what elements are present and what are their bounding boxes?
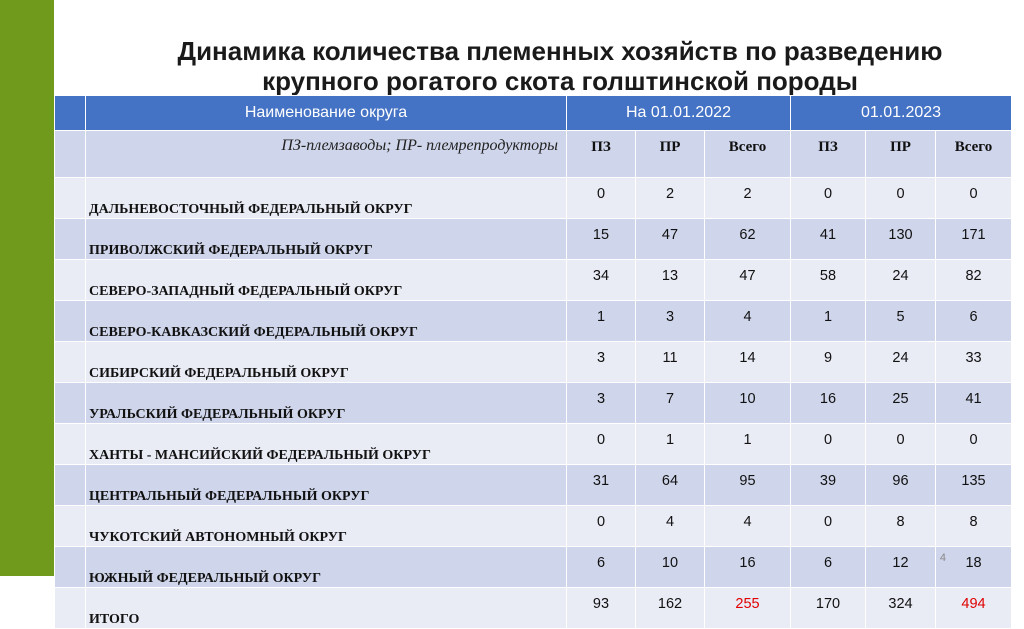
value-cell: 6 bbox=[567, 547, 636, 588]
value-cell: 11 bbox=[636, 342, 705, 383]
value-cell: 18 bbox=[936, 547, 1012, 588]
table-row bbox=[55, 301, 1012, 342]
row-lead-cell bbox=[55, 588, 86, 629]
value-cell: 0 bbox=[567, 424, 636, 465]
row-lead-cell bbox=[55, 383, 86, 424]
header-district-name: Наименование округа bbox=[86, 96, 567, 131]
table-row bbox=[55, 178, 1012, 219]
value-cell: 12 bbox=[866, 547, 936, 588]
value-cell: 15 bbox=[567, 219, 636, 260]
subhead-pr-2023: ПР bbox=[866, 131, 936, 178]
value-cell: 47 bbox=[705, 260, 791, 301]
value-cell: 24 bbox=[866, 260, 936, 301]
district-name: ДАЛЬНЕВОСТОЧНЫЙ ФЕДЕРАЛЬНЫЙ ОКРУГ bbox=[86, 178, 567, 219]
value-cell: 0 bbox=[567, 178, 636, 219]
breeding-farms-table bbox=[54, 95, 1012, 629]
value-cell: 0 bbox=[791, 178, 866, 219]
value-cell: 7 bbox=[636, 383, 705, 424]
value-cell: 0 bbox=[866, 424, 936, 465]
subhead-pz-2023: ПЗ bbox=[791, 131, 866, 178]
value-cell: 324 bbox=[866, 588, 936, 629]
value-cell: 170 bbox=[791, 588, 866, 629]
value-cell: 25 bbox=[866, 383, 936, 424]
subheader-row bbox=[55, 131, 1012, 178]
district-name: ЧУКОТСКИЙ АВТОНОМНЫЙ ОКРУГ bbox=[86, 506, 567, 547]
table-row bbox=[55, 383, 1012, 424]
value-cell: 9 bbox=[791, 342, 866, 383]
value-cell: 1 bbox=[791, 301, 866, 342]
value-cell: 135 bbox=[936, 465, 1012, 506]
table-row bbox=[55, 342, 1012, 383]
value-cell: 3 bbox=[567, 383, 636, 424]
row-lead-cell bbox=[55, 547, 86, 588]
value-cell: 5 bbox=[866, 301, 936, 342]
header-period-2023: 01.01.2023 bbox=[791, 96, 1012, 131]
value-cell: 41 bbox=[936, 383, 1012, 424]
district-name: ЮЖНЫЙ ФЕДЕРАЛЬНЫЙ ОКРУГ bbox=[86, 547, 567, 588]
value-cell: 0 bbox=[866, 178, 936, 219]
value-cell: 95 bbox=[705, 465, 791, 506]
value-cell: 0 bbox=[791, 424, 866, 465]
subhead-total-2022: Всего bbox=[705, 131, 791, 178]
value-cell: 2 bbox=[636, 178, 705, 219]
page-number: 4 bbox=[939, 552, 946, 564]
district-name: СИБИРСКИЙ ФЕДЕРАЛЬНЫЙ ОКРУГ bbox=[86, 342, 567, 383]
row-lead-cell bbox=[55, 465, 86, 506]
value-cell: 82 bbox=[936, 260, 1012, 301]
table-row bbox=[55, 219, 1012, 260]
value-cell: 2 bbox=[705, 178, 791, 219]
value-cell: 14 bbox=[705, 342, 791, 383]
value-cell: 6 bbox=[791, 547, 866, 588]
value-cell: 58 bbox=[791, 260, 866, 301]
value-cell: 1 bbox=[567, 301, 636, 342]
row-lead-cell bbox=[55, 506, 86, 547]
value-cell: 24 bbox=[866, 342, 936, 383]
value-cell: 47 bbox=[636, 219, 705, 260]
subhead-total-2023: Всего bbox=[936, 131, 1012, 178]
value-cell: 494 bbox=[936, 588, 1012, 629]
value-cell: 162 bbox=[636, 588, 705, 629]
value-cell: 34 bbox=[567, 260, 636, 301]
value-cell: 0 bbox=[936, 424, 1012, 465]
value-cell: 3 bbox=[636, 301, 705, 342]
row-lead-cell bbox=[55, 301, 86, 342]
header-period-2022: На 01.01.2022 bbox=[567, 96, 791, 131]
value-cell: 1 bbox=[636, 424, 705, 465]
value-cell: 130 bbox=[866, 219, 936, 260]
legend-text: ПЗ-племзаводы; ПР- племрепродукторы bbox=[86, 131, 567, 178]
value-cell: 13 bbox=[636, 260, 705, 301]
table-row bbox=[55, 424, 1012, 465]
value-cell: 0 bbox=[567, 506, 636, 547]
table-row bbox=[55, 506, 1012, 547]
green-side-bar bbox=[0, 0, 54, 576]
value-cell: 16 bbox=[705, 547, 791, 588]
table-row bbox=[55, 260, 1012, 301]
district-name: ПРИВОЛЖСКИЙ ФЕДЕРАЛЬНЫЙ ОКРУГ bbox=[86, 219, 567, 260]
subhead-pz-2022: ПЗ bbox=[567, 131, 636, 178]
value-cell: 4 bbox=[705, 506, 791, 547]
value-cell: 10 bbox=[636, 547, 705, 588]
value-cell: 0 bbox=[791, 506, 866, 547]
title-line-2: крупного рогатого скота голштинской породы bbox=[262, 66, 858, 96]
value-cell: 10 bbox=[705, 383, 791, 424]
value-cell: 4 bbox=[636, 506, 705, 547]
header-corner bbox=[55, 96, 86, 131]
value-cell: 93 bbox=[567, 588, 636, 629]
district-name: СЕВЕРО-ЗАПАДНЫЙ ФЕДЕРАЛЬНЫЙ ОКРУГ bbox=[86, 260, 567, 301]
table-row bbox=[55, 588, 1012, 629]
value-cell: 4 bbox=[705, 301, 791, 342]
value-cell: 16 bbox=[791, 383, 866, 424]
value-cell: 3 bbox=[567, 342, 636, 383]
value-cell: 39 bbox=[791, 465, 866, 506]
district-name: ИТОГО bbox=[86, 588, 567, 629]
district-name: ЦЕНТРАЛЬНЫЙ ФЕДЕРАЛЬНЫЙ ОКРУГ bbox=[86, 465, 567, 506]
district-name: СЕВЕРО-КАВКАЗСКИЙ ФЕДЕРАЛЬНЫЙ ОКРУГ bbox=[86, 301, 567, 342]
row-lead-cell bbox=[55, 260, 86, 301]
value-cell: 8 bbox=[936, 506, 1012, 547]
value-cell: 96 bbox=[866, 465, 936, 506]
district-name: ХАНТЫ - МАНСИЙСКИЙ ФЕДЕРАЛЬНЫЙ ОКРУГ bbox=[86, 424, 567, 465]
value-cell: 171 bbox=[936, 219, 1012, 260]
subheader-corner bbox=[55, 131, 86, 178]
row-lead-cell bbox=[55, 178, 86, 219]
value-cell: 31 bbox=[567, 465, 636, 506]
value-cell: 33 bbox=[936, 342, 1012, 383]
district-name: УРАЛЬСКИЙ ФЕДЕРАЛЬНЫЙ ОКРУГ bbox=[86, 383, 567, 424]
title-line-1: Динамика количества племенных хозяйств по разведению bbox=[177, 36, 943, 66]
slide-title bbox=[60, 36, 1024, 96]
value-cell: 41 bbox=[791, 219, 866, 260]
table-row bbox=[55, 465, 1012, 506]
row-lead-cell bbox=[55, 219, 86, 260]
value-cell: 8 bbox=[866, 506, 936, 547]
header-row bbox=[55, 96, 1012, 131]
value-cell: 0 bbox=[936, 178, 1012, 219]
table-row bbox=[55, 547, 1012, 588]
value-cell: 64 bbox=[636, 465, 705, 506]
value-cell: 62 bbox=[705, 219, 791, 260]
subhead-pr-2022: ПР bbox=[636, 131, 705, 178]
row-lead-cell bbox=[55, 424, 86, 465]
value-cell: 6 bbox=[936, 301, 1012, 342]
value-cell: 1 bbox=[705, 424, 791, 465]
row-lead-cell bbox=[55, 342, 86, 383]
value-cell: 255 bbox=[705, 588, 791, 629]
